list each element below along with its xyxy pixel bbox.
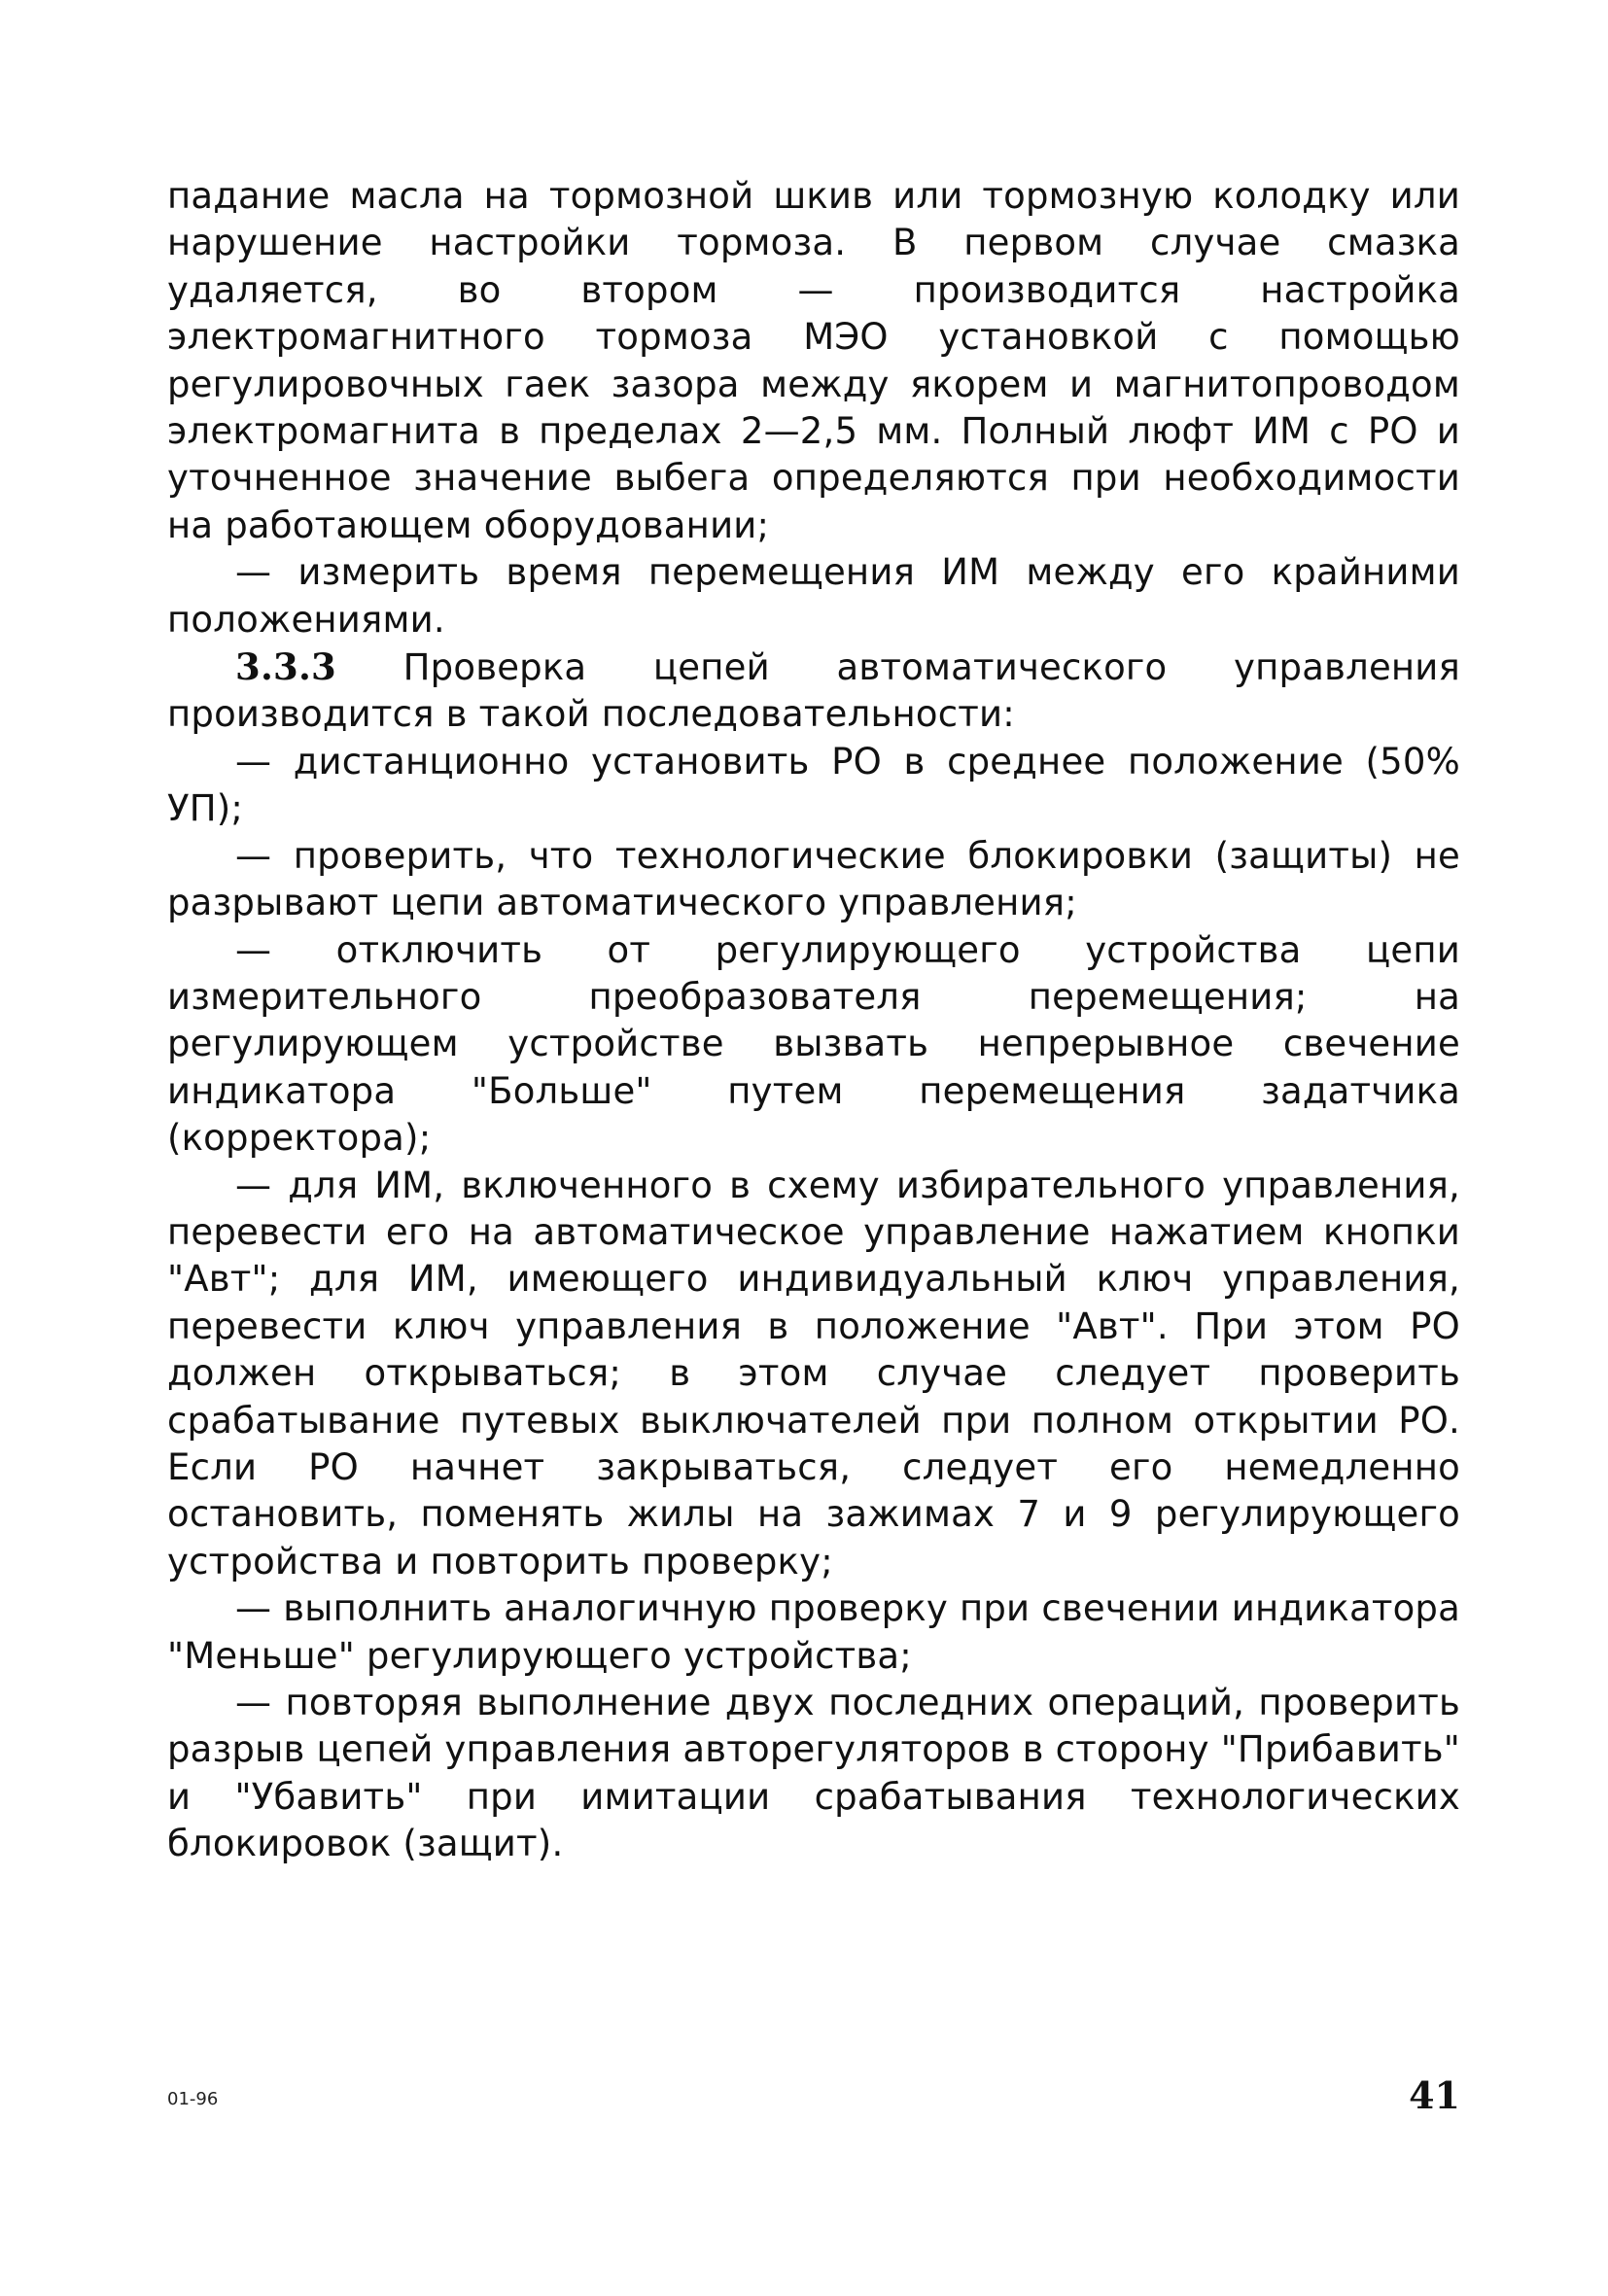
section-number: 3.3.3 bbox=[235, 645, 336, 689]
footer-code: 01-96 bbox=[167, 2089, 219, 2109]
paragraph-3: 3.3.3 Проверка цепей автоматического управления производится в такой последовательности: bbox=[167, 645, 1460, 736]
document-page bbox=[167, 173, 1460, 2195]
paragraph-7: — для ИМ, включенного в схему избирательного управления, перевести его на автоматическое управление нажатием кнопки "Авт"; для ИМ, имеющего индивидуальный ключ управления, перевести ключ управления в положение "Авт". При этом РО должен открываться; в этом случае следует проверить срабатывание путевых выключателей при полном открытии РО. Если РО начнет закрываться, следует его немедленно остановить, поменять жилы на зажимах 7 и 9 регулирующего устройства и повторить проверку; bbox=[167, 1164, 1460, 1583]
paragraph-8: — выполнить аналогичную проверку при свечении индикатора "Меньше" регулирующего устройства; bbox=[167, 1587, 1460, 1677]
paragraph-4: — дистанционно установить РО в среднее положение (50% УП); bbox=[167, 740, 1460, 830]
paragraph-9: — повторяя выполнение двух последних операций, проверить разрыв цепей управления авторегуляторов в сторону "Прибавить" и "Убавить" при имитации срабатывания технологических блокировок (защит). bbox=[167, 1682, 1460, 1865]
paragraph-1: падание масла на тормозной шкив или тормозную колодку или нарушение настройки тормоза. В первом случае смазка удаляется, во втором — производится настройка электромагнитного тормоза МЭО установкой с помощью регулировочных гаек зазора между якорем и магнитопроводом электромагнита в пределах 2—2,5 мм. Полный люфт ИМ с РО и уточненное значение выбега определяются при необходимости на работающем оборудовании; bbox=[167, 175, 1460, 546]
paragraph-5: — проверить, что технологические блокировки (защиты) не разрывают цепи автоматического управления; bbox=[167, 834, 1460, 924]
page-number: 41 bbox=[1409, 2073, 1460, 2117]
body-text bbox=[167, 173, 1460, 1868]
paragraph-6: — отключить от регулирующего устройства цепи измерительного преобразователя перемещения; на регулирующем устройстве вызвать непрерывное свечение индикатора "Больше" путем перемещения задатчика (корректора); bbox=[167, 928, 1460, 1160]
paragraph-2: — измерить время перемещения ИМ между его крайними положениями. bbox=[167, 551, 1460, 641]
